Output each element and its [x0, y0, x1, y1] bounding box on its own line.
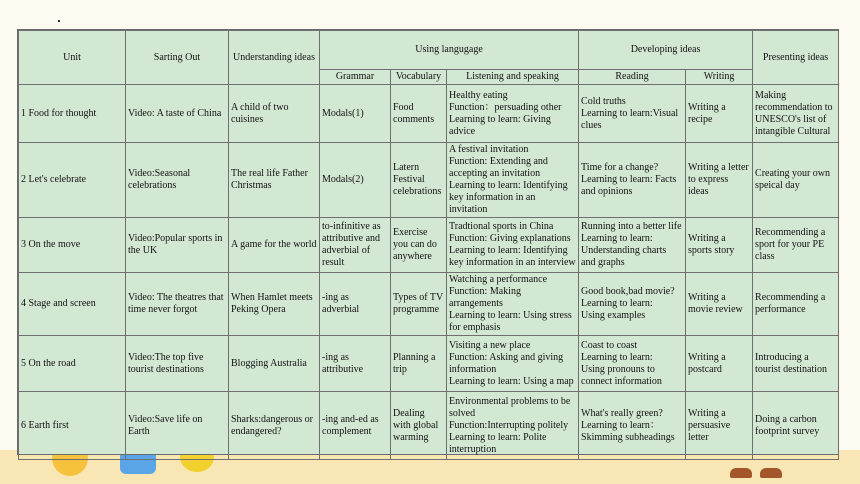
grammar-cell: Modals(2) [320, 143, 391, 218]
vocabulary-cell: Planning a trip [391, 336, 447, 392]
header-developing-ideas: Developing ideas [579, 31, 753, 70]
listening-speaking-cell: Watching a performance Function: Making arrangements Learning to learn: Using stress for emphasis [447, 273, 579, 336]
understanding-cell: The real life Father Christmas [229, 143, 320, 218]
grammar-cell: -ing as adverbial [320, 273, 391, 336]
writing-cell: Writing a letter to express ideas [686, 143, 753, 218]
grammar-cell: -ing as attributive [320, 336, 391, 392]
writing-cell: Writing a postcard [686, 336, 753, 392]
starting-out-cell: Video: A taste of China [126, 85, 229, 143]
header-using-language: Using langugage [320, 31, 579, 70]
starting-out-cell: Video: The theatres that time never forgot [126, 273, 229, 336]
vocabulary-cell: Dealing with global warming [391, 392, 447, 460]
unit-cell: 3 On the move [19, 218, 126, 273]
unit-cell: 1 Food for thought [19, 85, 126, 143]
header-vocabulary: Vocabulary [391, 70, 447, 85]
vocabulary-cell: Exercise you can do anywhere [391, 218, 447, 273]
header-reading: Reading [579, 70, 686, 85]
presenting-cell: Recommending a performance [753, 273, 839, 336]
table-row [19, 336, 839, 392]
listening-speaking-cell: Environmental problems to be solved Function:Interrupting politely Learning to learn: Polite interruption [447, 392, 579, 460]
header-grammar: Grammar [320, 70, 391, 85]
table-row [19, 218, 839, 273]
header-listening-speaking: Listening and speaking [447, 70, 579, 85]
table-row [19, 85, 839, 143]
presenting-cell: Recommending a sport for your PE class [753, 218, 839, 273]
table-row [19, 392, 839, 460]
grammar-cell: Modals(1) [320, 85, 391, 143]
starting-out-cell: Video:Popular sports in the UK [126, 218, 229, 273]
header-unit: Unit [19, 31, 126, 85]
stray-mark [58, 20, 60, 22]
presenting-cell: Creating your own speical day [753, 143, 839, 218]
unit-cell: 6 Earth first [19, 392, 126, 460]
listening-speaking-cell: Tradtional sports in China Function: Giving explanations Learning to learn: Identifying key information in an interview [447, 218, 579, 273]
unit-cell: 2 Let's celebrate [19, 143, 126, 218]
presenting-cell: Making recommendation to UNESCO's list of intangible Cultural [753, 85, 839, 143]
header-presenting-ideas: Presenting ideas [753, 31, 839, 85]
reading-cell: Cold truths Learning to learn:Visual clues [579, 85, 686, 143]
understanding-cell: When Hamlet meets Peking Opera [229, 273, 320, 336]
curriculum-table-container [17, 29, 839, 455]
grammar-cell: -ing and-ed as complement [320, 392, 391, 460]
listening-speaking-cell: Healthy eating Function：persuading other Learning to learn: Giving advice [447, 85, 579, 143]
header-understanding-ideas: Understanding ideas [229, 31, 320, 85]
header-starting-out: Sarting Out [126, 31, 229, 85]
reading-cell: What's really green? Learning to learn： Skimming subheadings [579, 392, 686, 460]
presenting-cell: Introducing a tourist destination [753, 336, 839, 392]
reading-cell: Good book,bad movie? Learning to learn: Using examples [579, 273, 686, 336]
reading-cell: Time for a change? Learning to learn: Facts and opinions [579, 143, 686, 218]
reading-cell: Coast to coast Learning to learn: Using pronouns to connect information [579, 336, 686, 392]
presenting-cell: Doing a carbon footprint survey [753, 392, 839, 460]
writing-cell: Writing a persuasive letter [686, 392, 753, 460]
listening-speaking-cell: Visiting a new place Function: Asking and giving information Learning to learn: Using a map [447, 336, 579, 392]
understanding-cell: A game for the world [229, 218, 320, 273]
understanding-cell: Blogging Australia [229, 336, 320, 392]
vocabulary-cell: Food comments [391, 85, 447, 143]
unit-cell: 5 On the road [19, 336, 126, 392]
understanding-cell: Sharks:dangerous or endangered? [229, 392, 320, 460]
curriculum-table [18, 30, 839, 460]
grammar-cell: to-infinitive as attributive and adverbial of result [320, 218, 391, 273]
starting-out-cell: Video:Seasonal celebrations [126, 143, 229, 218]
starting-out-cell: Video:Save life on Earth [126, 392, 229, 460]
vocabulary-cell: Latern Festival celebrations [391, 143, 447, 218]
understanding-cell: A child of two cuisines [229, 85, 320, 143]
starting-out-cell: Video:The top five tourist destinations [126, 336, 229, 392]
reading-cell: Running into a better life Learning to learn: Understanding charts and graphs [579, 218, 686, 273]
table-row [19, 143, 839, 218]
decorative-character-feet [730, 466, 784, 478]
listening-speaking-cell: A festival invitation Function: Extending and accepting an invitation Learning to learn: Identifying key information in an invitation [447, 143, 579, 218]
foot-shape [730, 468, 752, 478]
writing-cell: Writing a recipe [686, 85, 753, 143]
header-writing: Writing [686, 70, 753, 85]
writing-cell: Writing a sports story [686, 218, 753, 273]
vocabulary-cell: Types of TV programme [391, 273, 447, 336]
unit-cell: 4 Stage and screen [19, 273, 126, 336]
foot-shape [760, 468, 782, 478]
table-row [19, 273, 839, 336]
writing-cell: Writing a movie review [686, 273, 753, 336]
